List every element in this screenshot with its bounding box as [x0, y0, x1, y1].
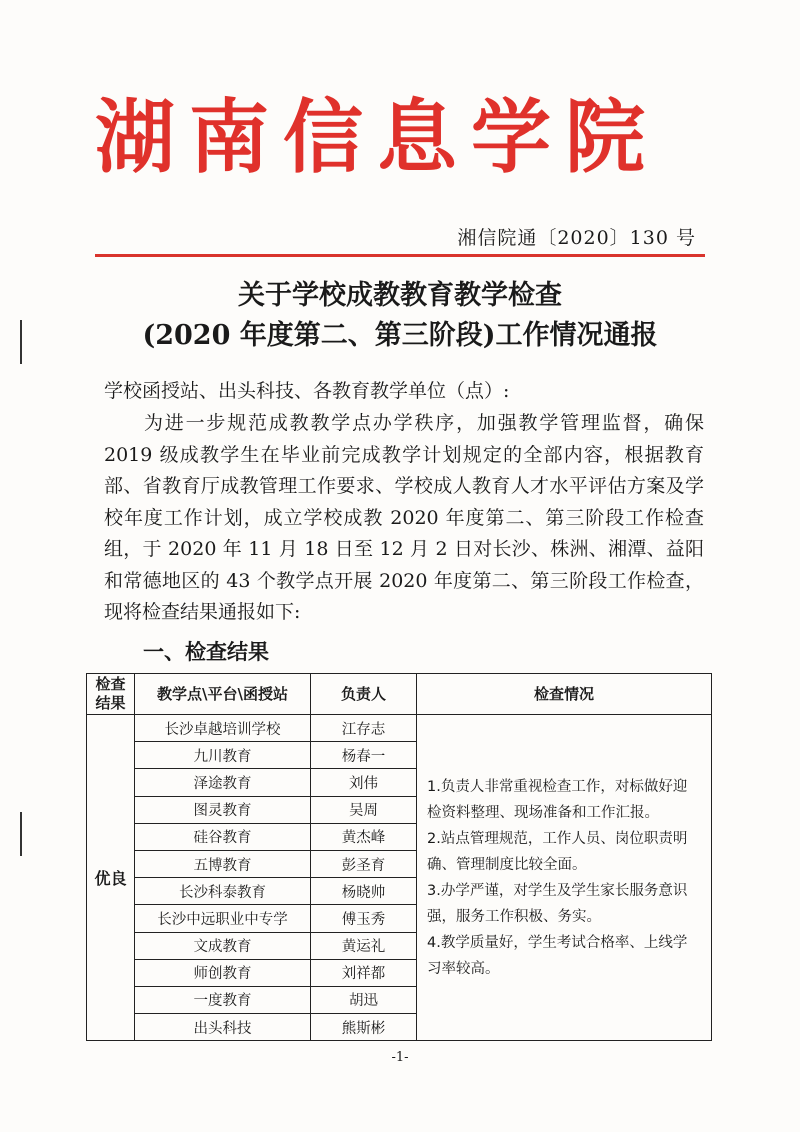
header-result: 检查 结果	[87, 674, 135, 715]
person-cell: 傅玉秀	[311, 905, 417, 932]
person-cell: 刘伟	[311, 769, 417, 796]
body-paragraph: 为进一步规范成教教学点办学秩序，加强教学管理监督，确保 2019 级成教学生在毕业前完成教学计划规定的全部内容，根据教育部、省教育厅成教管理工作要求、学校成人教育人才水平评估方案及学校年度工作计划，成立学校成教 2020 年度第二、第三阶段工作检查组，于 2020 年 11 月 18 日至 12 月 2 日对长沙、株洲、湘潭、益阳和常德地区的 43 个教学点开展 2020 年度第二、第三阶段工作检查，现将检查结果通报如下:	[104, 412, 704, 623]
detail-cell	[417, 715, 712, 1041]
detail-item: 2.站点管理规范，工作人员、岗位职责明确、管理制度比较全面。	[427, 830, 688, 873]
detail-item: 1.负责人非常重视检查工作，对标做好迎检资料整理、现场准备和工作汇报。	[427, 778, 688, 821]
unit-cell: 硅谷教育	[135, 823, 311, 850]
document-number: 湘信院通〔2020〕130 号	[457, 227, 696, 249]
binding-mark	[20, 320, 22, 364]
institution-header: 湖南信息学院	[95, 91, 659, 184]
header-person: 负责人	[311, 674, 417, 715]
unit-cell: 泽途教育	[135, 769, 311, 796]
section-heading: 一、检查结果	[143, 640, 269, 664]
header-unit: 教学点\平台\函授站	[135, 674, 311, 715]
main-title-line1: 关于学校成教教育教学检查	[238, 280, 562, 311]
page-number: -1-	[391, 1050, 409, 1065]
person-cell: 杨晓帅	[311, 878, 417, 905]
salutation: 学校函授站、出头科技、各教育教学单位（点）:	[104, 380, 510, 402]
person-cell: 彭圣育	[311, 850, 417, 877]
red-divider	[95, 254, 705, 257]
person-cell: 江存志	[311, 715, 417, 742]
unit-cell: 文成教育	[135, 932, 311, 959]
person-cell: 黄杰峰	[311, 823, 417, 850]
results-table	[86, 673, 712, 1041]
person-cell: 熊斯彬	[311, 1014, 417, 1041]
person-cell: 杨春一	[311, 742, 417, 769]
rating-cell: 优良	[87, 715, 135, 1041]
table-header-row	[87, 674, 712, 715]
unit-cell: 五博教育	[135, 850, 311, 877]
unit-cell: 图灵教育	[135, 796, 311, 823]
unit-cell: 师创教育	[135, 959, 311, 986]
person-cell: 胡迅	[311, 986, 417, 1013]
body-paragraph-block	[104, 408, 704, 629]
detail-item: 4.教学质量好，学生考试合格率、上线学习率较高。	[427, 934, 688, 977]
unit-cell: 长沙中远职业中专学	[135, 905, 311, 932]
person-cell: 黄运礼	[311, 932, 417, 959]
unit-cell: 一度教育	[135, 986, 311, 1013]
person-cell: 刘祥都	[311, 959, 417, 986]
unit-cell: 九川教育	[135, 742, 311, 769]
header-detail: 检查情况	[417, 674, 712, 715]
table-row	[87, 715, 712, 742]
main-title-line2: (2020 年度第二、第三阶段)工作情况通报	[142, 320, 658, 351]
detail-item: 3.办学严谨，对学生及学生家长服务意识强，服务工作积极、务实。	[427, 882, 688, 925]
unit-cell: 长沙卓越培训学校	[135, 715, 311, 742]
binding-mark	[20, 812, 22, 856]
unit-cell: 长沙科泰教育	[135, 878, 311, 905]
person-cell: 吴周	[311, 796, 417, 823]
unit-cell: 出头科技	[135, 1014, 311, 1041]
